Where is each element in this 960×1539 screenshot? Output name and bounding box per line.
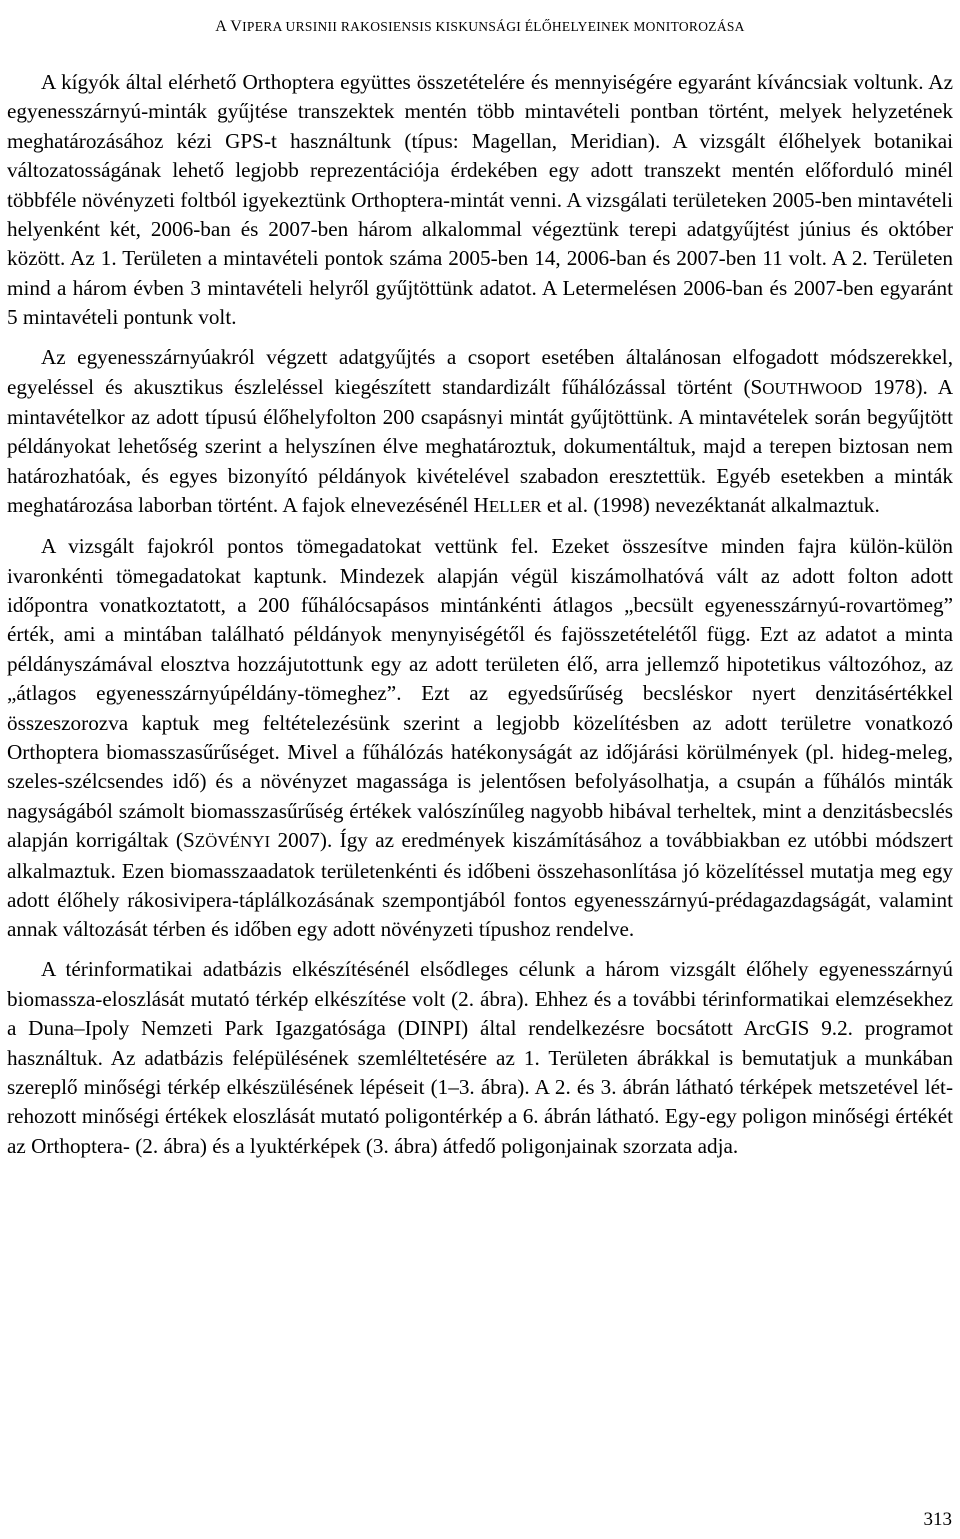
- paragraph-text: 1978). A mintavételkor az adott típusú élőhelyfolton 200 csapásnyi mintát gyűjtöttünk. A mintavételek során begyűjtött példányokat lehetőség szerint a helyszínen élve meghatároztuk, dokumentáltuk, majd a terepen biztosan nem határozhatóak, és egyes bizonyító példányok kivételével szabadon eresztettük. Egyéb esetekben a minták meghatározása laborban történt. A fajok elnevezésénél H: [7, 374, 953, 518]
- author-name-smallcaps: ZÖVÉNYI: [194, 832, 271, 852]
- header-text: A: [215, 18, 231, 35]
- paragraph-text: 2007). Így az eredmények kiszámításához a továbbiakban ez utóbbi módszert alkalmaztuk. Ezen biomasszaadatok területenkénti és időbeni összehasonlítása jó közelítéssel mutatja meg egy adott élőhely rákosivipera-táplálkozásának szempontjából fontos egyenesszárnyú-prédagazdagságát, valamint annak változását térben és időben egy adott növényzeti típushoz rendelve.: [7, 828, 953, 942]
- page-number: 313: [923, 1509, 952, 1530]
- paragraph: [7, 343, 953, 521]
- running-header: [0, 18, 960, 36]
- header-text: IPERA URSINII RAKOSIENSIS KISKUNSÁGI ÉLŐHELYEINEK MONITOROZÁSA: [242, 19, 745, 34]
- paragraph: [7, 955, 953, 1161]
- body-text: [7, 68, 953, 1161]
- author-name-smallcaps: OUTHWOOD: [762, 378, 863, 398]
- paragraph-text: A vizsgált fajokról pontos tömegadatokat vettünk fel. Ezeket összesítve minden fajra külön-külön ivaronkénti tömegadatokat kaptunk. Mindezek alapján végül kiszámolhatóvá vált az adott folton adott időpontra vonatkoztatott, a 200 fűhálócsapásos mintánkénti átlagos „becsült egyenesszárnyú-rovartömeg” érték, ami a mintában található példányok menynyiségétől és fajösszetételétől függ. Ezt az adatot a minta példányszámával elosztva hozzájutottunk egy az adott területen élő, arra jellemző hipotetikus változóhoz, az „átlagos egyenesszárnyúpéldány-tömeghez”. Ezt az egyedsűrűség becsléskor nyert denzitásértékkel összeszorozva kaptuk meg feltételezésünk szerint a legjobb közelítésben az adott területre vonatkozó Orthoptera biomasszasűrűséget. Mivel a fűhálózás hatékonyságát az időjárási körülmények (pl. hideg-meleg, szeles-szélcsendes idő) és a növényzet magassága is jelentősen befolyásolhatja, a csupán a fűhálós minták nagyságából számolt biomasszasűrűség értékek valószínűleg nagyobb hibával terheltek, mint a denzitásbecslés alapján korrigáltak (S: [7, 534, 953, 853]
- paragraph-text: A kígyók által elérhető Orthoptera együttes összetételére és mennyiségére egyaránt kíváncsiak voltunk. Az egyenesszárnyú-minták gyűjtése transzektek mentén több mintavételi pontban történt, melyek helyzetének meghatározásához kézi GPS-t használtunk (típus: Magellan, Meridian). A vizsgált élőhelyek botanikai változatosságának lehető legjobb reprezentációja érdekében egy adott transzekt mentén előforduló minél többféle növényzeti foltból igyekeztünk Orthoptera-mintát venni. A vizsgálati területeken 2005-ben mintavételi helyenként két, 2006-ban és 2007-ben három alkalommal végeztünk terepi adatgyűjtést június és október között. Az 1. Területen a mintavételi pontok száma 2005-ben 14, 2006-ban és 2007-ben 11 volt. A 2. Területen mind a három évben 3 mintavételi helyről gyűjtöttünk adatot. A Letermelésen 2006-ban és 2007-ben egyaránt 5 mintavételi pontunk volt.: [7, 70, 953, 330]
- paragraph-text: Az egyenesszárnyúakról végzett adatgyűjtés a csoport esetében általánosan elfogadott módszerekkel, egyeléssel és akusztikus észleléssel kiegészített standardizált fűhálózással történt (S: [7, 345, 953, 399]
- paragraph-text: A térinformatikai adatbázis elkészítésénél elsődleges célunk a három vizsgált élőhely egyenesszárnyú biomassza-eloszlását mutató térkép elkészítése volt (2. ábra). Ehhez és a további térinformatikai elemzésekhez a Duna–Ipoly Nemzeti Park Igazgatósága (DINPI) által rendelkezésre bocsátott ArcGIS 9.2. programot használtuk. Az adatbázis felépülésének szemléltetésére az 1. Területen ábrákkal is bemutatjuk a munkában szereplő minőségi térkép elkészülésének lépéseit (1–3. ábra). A 2. és 3. ábrán látható térképek metszetével létrehozott minőségi értékek eloszlását mutató poligontérkép a 6. ábrán látható. Egy-egy poligon minőségi értékét az Orthoptera- (2. ábra) és a lyuktérképek (3. ábra) átfedő poligonjainak szorzata adja.: [7, 957, 953, 1158]
- paragraph-text: et al. (1998) nevezéktanát alkalmaztuk.: [541, 493, 880, 518]
- header-text: V: [230, 18, 243, 35]
- paragraph: [7, 68, 953, 333]
- paragraph: [7, 532, 953, 945]
- author-name-smallcaps: ELLER: [488, 497, 542, 517]
